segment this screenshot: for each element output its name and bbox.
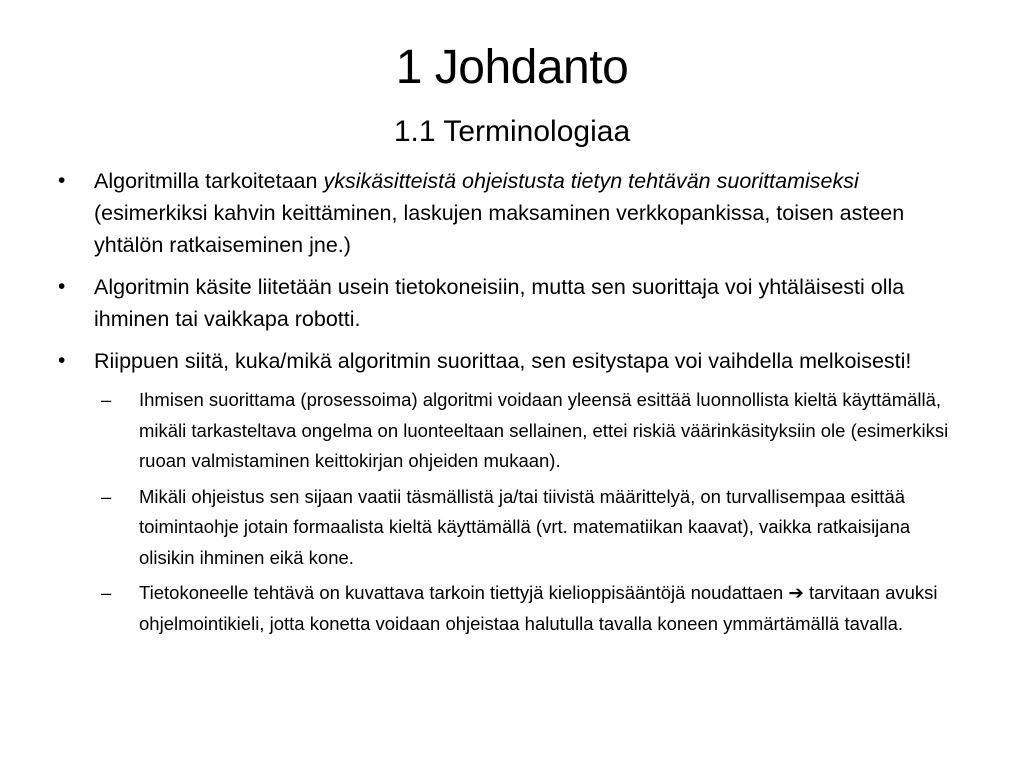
bullet-item: [58, 271, 958, 335]
bullet-marker: •: [58, 349, 66, 372]
bullet-marker: •: [58, 275, 66, 298]
bullet-text-italic: yksikäsitteistä ohjeistusta tietyn tehtävän suorittamiseksi: [323, 169, 859, 193]
bullet-item: [58, 165, 958, 261]
sub-bullet-text-before: Tietokoneelle tehtävä on kuvattava tarkoin tiettyjä kielioppisääntöjä noudattaen: [139, 582, 789, 603]
dash-marker: –: [101, 389, 112, 410]
bullet-text-after: (esimerkiksi kahvin keittäminen, laskujen maksaminen verkkopankissa, toisen asteen yhtälön ratkaiseminen jne.): [94, 201, 905, 257]
sub-bullet-item: [94, 482, 958, 574]
bullet-text: Algoritmin käsite liitetään usein tietokoneisiin, mutta sen suorittaja voi yhtäläisesti olla ihminen tai vaikkapa robotti.: [94, 275, 905, 331]
bullet-list: [58, 165, 958, 639]
slide-content: [58, 165, 958, 649]
bullet-text-before: Algoritmilla tarkoitetaan: [94, 169, 324, 193]
sub-bullet-item: [94, 578, 958, 639]
bullet-item: [58, 345, 958, 639]
sub-bullet-list: [94, 385, 958, 639]
sub-bullet-item: [94, 385, 958, 477]
bullet-marker: •: [58, 169, 66, 192]
arrow-right-icon: ➔: [788, 582, 804, 603]
bullet-text: Riippuen siitä, kuka/mikä algoritmin suorittaa, sen esitystapa voi vaihdella melkoisesti!: [94, 349, 912, 373]
sub-bullet-text-after: tarvitaan avuksi ohjelmointikieli, jotta konetta voidaan ohjeistaa halutulla tavalla koneen ymmärtämällä tavalla.: [139, 582, 938, 634]
sub-bullet-text: Mikäli ohjeistus sen sijaan vaatii täsmällistä ja/tai tiivistä määrittelyä, on turvallisempaa esittää toimintaohje jotain formaalista kieltä käyttämällä (vrt. matematiikan kaavat), vaikka ratkaisijana olisikin ihminen eikä kone.: [139, 485, 911, 568]
sub-bullet-text: Ihmisen suorittama (prosessoima) algoritmi voidaan yleensä esittää luonnollista kieltä käyttämällä, mikäli tarkasteltava ongelma on luonteeltaan sellainen, ettei riskiä väärinkäsityksiin ole (esimerkiksi ruoan valmistaminen keittokirjan ohjeiden mukaan).: [139, 389, 949, 471]
dash-marker: –: [101, 582, 112, 603]
slide-title: 1 Johdanto: [395, 41, 629, 94]
dash-marker: –: [101, 485, 112, 507]
slide-subtitle: 1.1 Terminologiaa: [393, 115, 631, 148]
